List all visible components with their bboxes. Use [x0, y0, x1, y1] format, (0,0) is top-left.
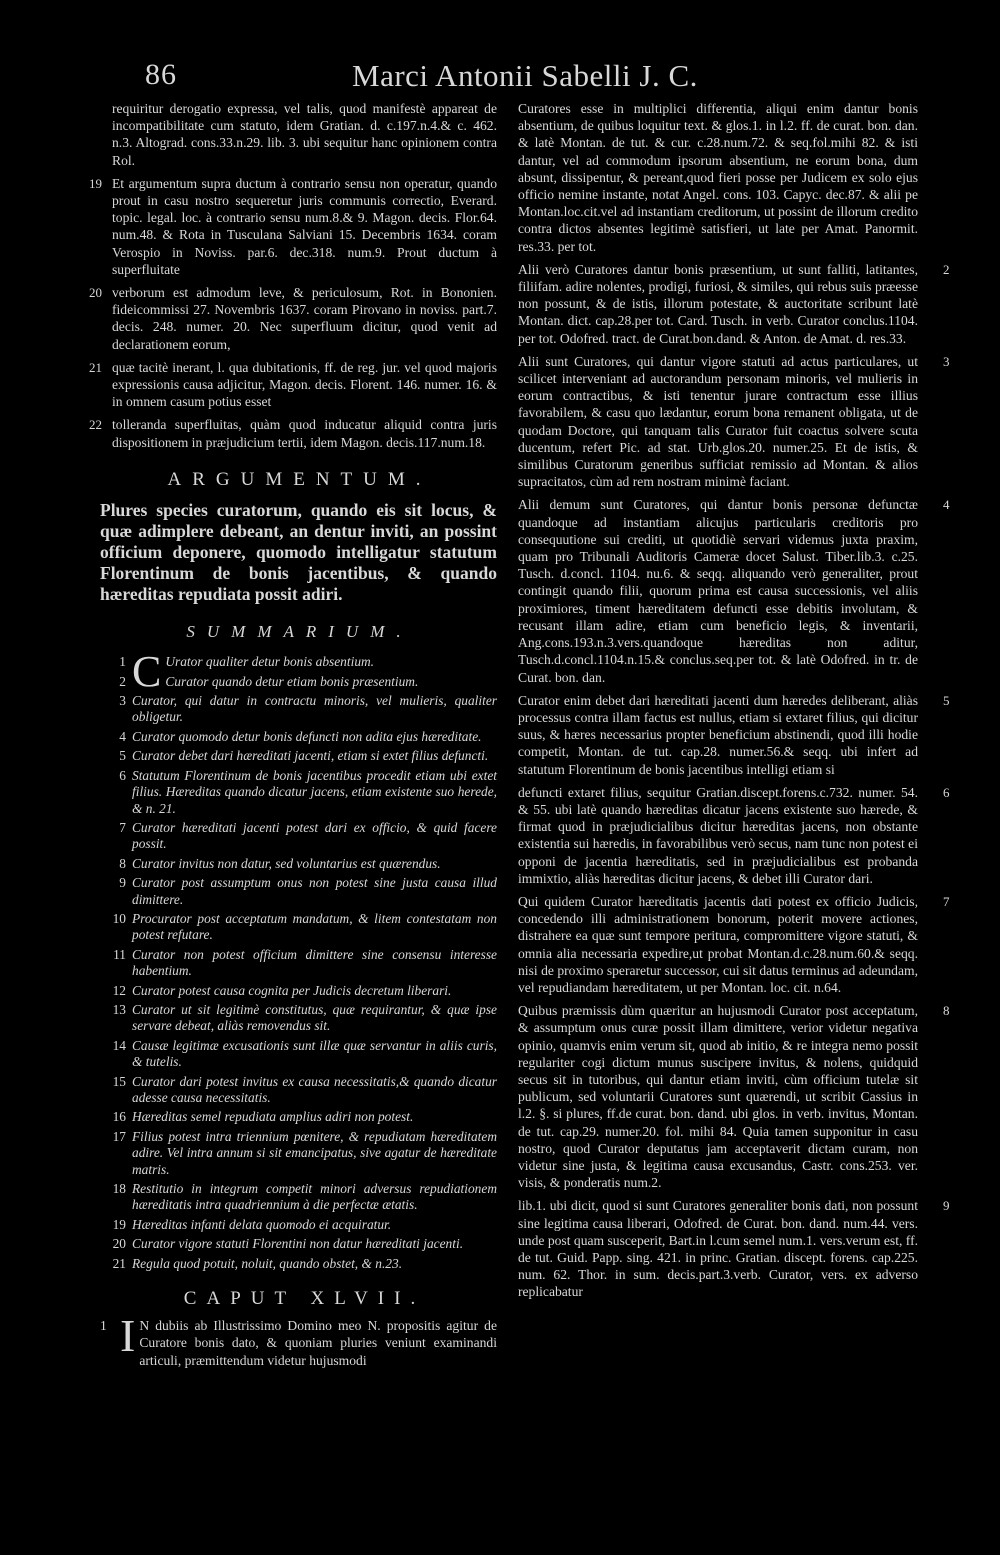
summary-item-text: Restitutio in integrum competit minori adversus repudiationem hæreditatis intra quadriennium à die perfectæ ætatis. [132, 1181, 497, 1213]
margin-number: 6 [943, 784, 950, 800]
summary-item [112, 748, 497, 764]
summary-item-number: 5 [119, 748, 126, 764]
margin-number: 1 [100, 1318, 107, 1334]
summary-item-number: 14 [112, 1037, 126, 1053]
summary-item [112, 911, 497, 944]
summary-item-text: Urator qualiter detur bonis absentium. [165, 654, 375, 670]
paragraph-text: Qui quidem Curator hæreditatis jacentis dati potest ex officio Judicis, concedendo illi administrationem bonorum, poterit movere actiones, distrahere ea quæ sunt tempore peritura, compromittere vigore statuti, & omnia alia necessaria expedire,ut probat Montan.d.c.28.num.60.& seqq. nisi de proximo speraretur successor, cui sit datus terminus ad adeundam, vel repudiandam hæreditatem, ut per Montan. loc. cit. n.64. [518, 893, 918, 995]
running-title: Marci Antonii Sabelli J. C. [352, 58, 698, 93]
summary-item [112, 875, 497, 908]
summary-item [112, 1217, 497, 1233]
summary-item-number: 13 [112, 1001, 126, 1017]
summary-item-number: 21 [112, 1255, 126, 1271]
summary-item-text: Hæreditas semel repudiata amplius adiri non potest. [132, 1109, 414, 1125]
paragraph [518, 353, 950, 491]
margin-number: 21 [89, 359, 102, 375]
paragraph-text: Alii demum sunt Curatores, qui dantur bonis personæ defunctæ quandoque ad instantiam alicujus particularis creditoris pro consequutione sui crediti, ut quotidiè servari videmus juxta praxim, quam pro Tribunali Auditoris Cameræ docet Salust. Tiber.lib.3. c.25. Tusch. d.concl. 1104. nu.6. & seqq. aliquando verò generaliter, prout contingit quando filii, quorum prima est causa successionis, vel aliis proximiores, timent hæreditatem defuncti esse debitis involutam, & recusant illam adire, etiam cum beneficio legis, & inventarii, Ang.cons.193.n.3.vers.quandoque hæreditas non aditur, Tusch.d.concl.1104.n.15.& conclus.seq.per tot. & latè Odofred. in tr. de Curat. bon. dan. [518, 497, 918, 685]
summary-item-text: Curator, qui datur in contractu minoris, vel mulieris, qualiter obligetur. [132, 693, 497, 725]
summary-item-number: 3 [119, 693, 126, 709]
summary-item-number: 17 [112, 1128, 126, 1144]
chapter-text: N dubiis ab Illustrissimo Domino meo N. propositis agitur de Curatore bonis dato, & quoniam pluries veniunt examinandi articuli, præmittendum videtur hujusmodi [139, 1318, 497, 1368]
summary-item-number: 2 [119, 673, 126, 689]
summary-item-number: 19 [112, 1216, 126, 1232]
summary-item-text: Filius potest intra triennium pœnitere, & repudiatam hæreditatem adire. Vel intra annum si sit emancipatus, sive agatur de hæreditate matris. [132, 1128, 497, 1177]
paragraph-text: verborum est admodum leve, & periculosum, Rot. in Bononien. fideicommissi 27. Novembris 1637. coram Pirovano in noviss. part.7. decis. 248. numer. 20. Nec superfluum dicitur, quod venit ad declarationem eorum, [112, 285, 497, 352]
right-column [518, 100, 950, 1307]
paragraph-text: Curatores esse in multiplici differentia, aliqui enim dantur bonis absentium, de quibus loquitur text. & glos.1. in l.2. ff. de curat. bon. dan. & latè Montan. de tut. & cur. c.28.num.72. & seq.fol.mihi 82. & isti dantur, vel ad commodum ipsorum absentium, ne eorum bona, dum absunt, dissipentur, & pereant,quod fieri posse per Judicem ex solo ejus officio nemine instante, notat Angel. cons. 103. Capyc. dec.87. & alii pe Montan.loc.cit.vel ad instantiam creditorum, ut possint de illorum credito contra dictos absentes legitimè satisfieri, ut late per Amat. Panormit. res.33. per tot. [518, 101, 918, 254]
margin-number: 19 [89, 175, 102, 191]
summary-item-number: 10 [112, 910, 126, 926]
margin-number: 20 [89, 285, 102, 301]
summary-list [112, 647, 497, 1272]
paragraph [518, 1002, 950, 1191]
summary-item-number: 16 [112, 1109, 126, 1125]
summary-item [112, 693, 497, 726]
paragraph-text: Curator enim debet dari hæreditati jacenti dum hæredes deliberant, aliàs processus contra illam factus est nullus, etiam si extaret filius, qui dicitur suus, & hæres necessarius propter beneficium abstinendi, quod illi hodie competit, Montan. de tut. cap.28. numer.56.& seqq. ubi infert ad statutum Florentinum de bonis jacentibus intelligi etiam si [518, 692, 918, 777]
page-number: 86 [145, 58, 177, 91]
page-header [0, 58, 1000, 102]
intro-paragraph: requiritur derogatio expressa, vel talis, quod manifestè appareat de incompatibilitate cum statuto, idem Gratian. d. c.197.n.4.& c. 462. n.3. Altograd. cons.33.n.29. lib. 3. ubi sequitur hanc opinionem contra Rol. [112, 101, 497, 168]
paragraph [89, 284, 497, 353]
margin-number: 7 [943, 893, 950, 909]
summary-item-text: Regula quod potuit, noluit, quando obstet, & n.23. [132, 1255, 403, 1271]
paragraph [89, 175, 497, 278]
summary-item [112, 729, 497, 745]
summary-item-number: 15 [112, 1073, 126, 1089]
summary-item-text: Causæ legitimæ excusationis sunt illæ quæ servantur in aliis curis, & tutelis. [132, 1037, 497, 1070]
paragraph [518, 692, 950, 778]
summary-item-number: 8 [119, 855, 126, 871]
summary-item-text: Procurator post acceptatum mandatum, & litem contestatam non potest refutare. [132, 910, 497, 943]
summary-item-text: Curator hæreditati jacenti potest dari ex officio, & quid facere possit. [132, 819, 497, 852]
summary-item-number: 9 [119, 875, 126, 891]
drop-cap: I [120, 1310, 136, 1362]
summary-item-number: 12 [112, 982, 126, 998]
drop-cap: C [132, 647, 162, 697]
summary-item-text: Curator invitus non datur, sed voluntarius est quærendus. [132, 855, 441, 871]
margin-number: 4 [943, 497, 950, 513]
paragraph-text: Alii verò Curatores dantur bonis præsentium, ut sunt falliti, latitantes, filiifam. adire nolentes, prodigi, furiosi, & similes, qui rebus suis præesse non possunt, & de istis, illorum potestate, & auctoritate scribunt latè Montan. dict. cap.28.per tot. Card. Tusch. in verb. Curator conclus.1104. per tot. Odofred. tract. de Curat.bon.dand. & Anton. de Amat. d. res.33. [518, 261, 918, 346]
paragraph [518, 784, 950, 887]
paragraph [518, 893, 950, 996]
chapter-heading: CAPUT XLVII. [183, 1288, 426, 1310]
paragraph [518, 496, 950, 685]
summary-item-number: 11 [113, 946, 126, 962]
margin-number: 3 [943, 353, 950, 369]
left-column [89, 100, 497, 1369]
summary-item-text: Curator vigore statuti Florentini non datur hæreditati jacenti. [132, 1236, 464, 1252]
paragraph [518, 261, 950, 347]
argument-heading: ARGUMENTUM. [167, 468, 432, 490]
summary-item-text: Curator quando detur etiam bonis præsentium. [165, 673, 419, 689]
summary-item-text: Hæreditas infanti delata quomodo ei acquiratur. [132, 1216, 392, 1232]
summary-item [112, 1129, 497, 1178]
chapter-opening [100, 1310, 497, 1369]
summary-item [112, 856, 497, 872]
paragraph [89, 359, 497, 411]
summary-item-number: 7 [119, 819, 126, 835]
paragraph-text: Et argumentum supra ductum à contrario sensu non operatur, quando prout in casu nostro sequeretur juris communis correctio, Everard. topic. legal. loc. à contrario sensu num.8.& 9. Magon. decis. Flor.64. num.48. & Rota in Tusculana Salviani 15. Decembris 1634. coram Verospio in Noviss. par.6. dec.318. num.9. Prout ductum à superfluitate [112, 175, 497, 277]
summary-item-text: Curator ut sit legitimè constitutus, quæ requirantur, & quæ ipse servare debeat, aliàs removendus sit. [132, 1001, 497, 1034]
summary-item-text: Curator debet dari hæreditati jacenti, etiam si extet filius defuncti. [132, 748, 489, 764]
paragraph [518, 100, 918, 255]
summary-item [112, 1256, 497, 1272]
summary-item [112, 674, 497, 690]
summary-item [112, 1002, 497, 1035]
paragraph [89, 416, 497, 450]
margin-number: 2 [943, 261, 950, 277]
paragraph-text: Quibus præmissis dùm quæritur an hujusmodi Curator post acceptatum, & assumptum onus curæ possit illam dimittere, verior videtur negativa opinio, quamvis enim verum sit, quod ab initio, & re integra nemo possit regulariter cogi dictum munus suscipere invitus, & nolens, quidquid secus sit in tutoribus, qui dantur etiam inviti, cùm officium tutelæ sit publicum, sed voluntarii Curatores sunt quærendi, ut scribit Cassius in l.2. §. si plures, ff.de curat. bon. dand. ubi glos. in verb. invitus, Montan. de tut. cap.29. numer.20. fol. mihi 84. Quia tamen supponitur in casu nostro, quod Curator deputatus jam acceptaverit dictam curam, non videtur sine justa, & legitima causa excusandus, Castr. cons.253. ver. visis, & ponderatis num.2. [518, 1003, 918, 1191]
summary-item-text: Curator potest causa cognita per Judicis decretum liberari. [132, 982, 452, 998]
summary-item-number: 1 [119, 654, 126, 670]
summary-item [112, 820, 497, 853]
summary-item [112, 1181, 497, 1214]
paragraph-text: Alii sunt Curatores, qui dantur vigore statuti ad actus particulares, ut scilicet interveniant ad auctorandum personam minoris, vel mulieris in eorum contractibus, & isti tenentur jurare contractum esse illius favorabilem, & casu quo lædantur, eorum bona remanent obligata, ut de quodam Doctore, qui tanquam talis Curator fuit coactus solvere scuta ducentum, refert Pic. ad stat. Urb.glos.20. numer.25. Et de istis, & similibus Curatorum generibus sufficiat remissio ad Montan. & alios supracitatos, cùm ad rem nostram minimè faciant. [518, 353, 918, 490]
paragraph-text: tolleranda superfluitas, quàm quod inducatur aliquid contra juris dispositionem in præjudicium tertii, idem Magon. decis.117.num.18. [112, 417, 497, 450]
argument-text: Plures species curatorum, quando eis sit locus, & quæ adimplere debeant, an dentur inviti, an possint officium deponere, quomodo intelligatur statutum Florentinum de bonis jacentibus, & quando hæreditas repudiata possit adiri. [100, 500, 497, 605]
margin-number: 8 [943, 1003, 950, 1019]
summary-item [112, 768, 497, 817]
summary-item-text: Statutum Florentinum de bonis jacentibus procedit etiam ubi extet filius. Hæreditas quando dicatur jacens, etiam existente suo herede, & n. 21. [132, 767, 497, 816]
paragraph-text: defuncti extaret filius, sequitur Gratian.discept.forens.c.732. numer. 54. & 55. ubi latè quando hæreditas dicatur jacens existente suo hærede, & firmat quod in præjudicialibus dicitur hæreditas jacens, non obstante existentia sui hæredis, in favorabilibus verò secus, nam tunc non potest ei opponi de jacentia hæreditatis, sed in præjudicialibus est probanda immixtio, aliàs hæreditas dicitur jacens, & debet illi Curator dari. [518, 784, 918, 886]
summary-item-text: Curator dari potest invitus ex causa necessitatis,& quando dicatur adesse causa necessitatis. [132, 1073, 497, 1106]
summary-item [112, 1038, 497, 1071]
summary-item [112, 1074, 497, 1107]
summary-item [112, 983, 497, 999]
summary-item-text: Curator post assumptum onus non potest sine justa causa illud dimittere. [132, 875, 497, 907]
summary-item-number: 18 [112, 1181, 126, 1197]
summary-item [112, 1109, 497, 1125]
margin-number: 9 [943, 1198, 950, 1214]
summary-item-text: Curator quomodo detur bonis defuncti non adita ejus hæreditate. [132, 728, 482, 744]
paragraph-text: quæ tacitè inerant, l. qua dubitationis, ff. de reg. jur. vel quod majoris expressionis causa adjicitur, Magon. decis. Florent. 146. numer. 16. & in omnem casum potius esset [112, 359, 497, 410]
summary-item-number: 4 [119, 728, 126, 744]
summary-item [112, 1236, 497, 1252]
margin-number: 5 [943, 692, 950, 708]
margin-number: 22 [89, 417, 102, 433]
summary-item-text: Curator non potest officium dimittere sine consensu interesse habentium. [132, 946, 497, 979]
paragraph [518, 1197, 950, 1300]
summary-heading: SUMMARIUM. [186, 622, 413, 642]
summary-item-number: 6 [119, 767, 126, 783]
summary-item-number: 20 [112, 1236, 126, 1252]
paragraph-text: lib.1. ubi dicit, quod si sunt Curatores generaliter bonis dati, non possunt sine legitima causa liberari, Odofred. de Curat. bon. dand. num.44. vers. unde post quam susceperit, Bart.in l.cum semel num.1. vers.verum est, ff. de tut. Guid. Papp. sing. 421. in princ. Gratian. discept. forens. cap.225. num. 62. Thor. in sum. decis.part.3.verb. Curator, vers. ex adverso replicabatur [518, 1198, 918, 1300]
summary-item [112, 947, 497, 980]
